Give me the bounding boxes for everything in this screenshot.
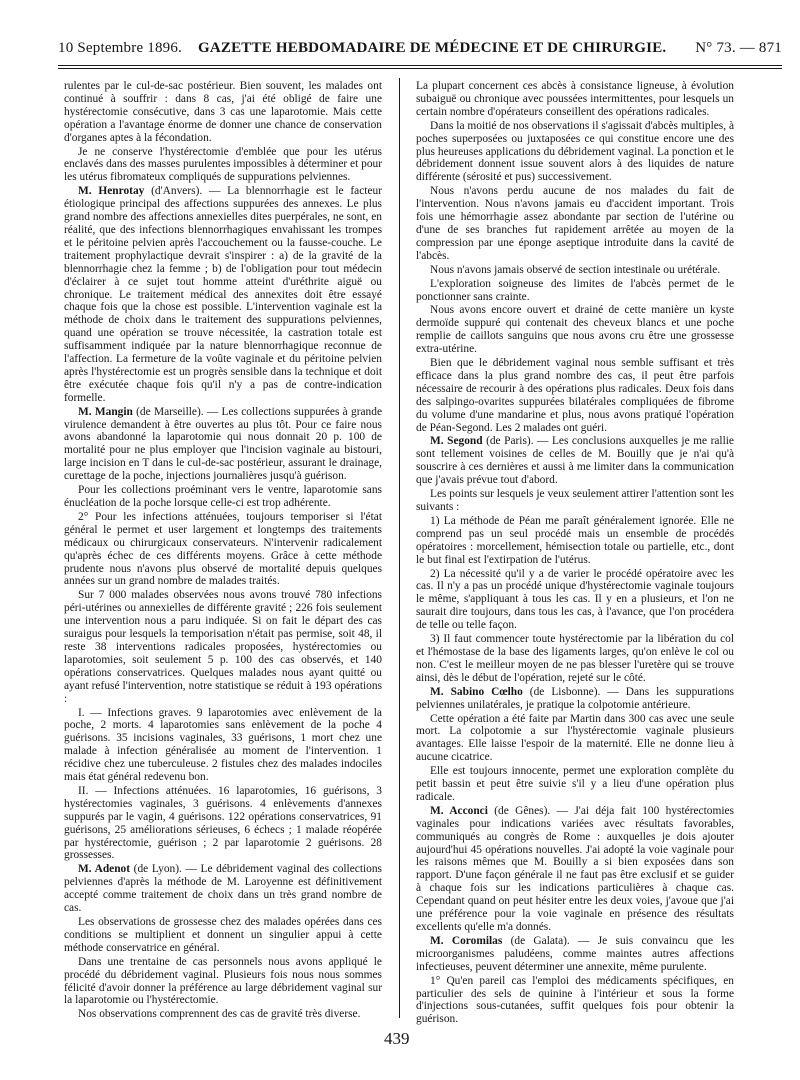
paragraph-text: (de Lisbonne). — Dans les suppurations pelviennes unilatérales, je pratique la colpotomie antérieure. <box>416 685 734 711</box>
paragraph <box>416 185 734 262</box>
speaker-name: M. Henrotay <box>78 185 145 198</box>
paragraph-text: I. — Infections graves. 9 laparotomies avec enlèvement de la poche, 2 morts. 4 laparotomies sans enlèvement de la poche 4 guérisons. 35 incisions vaginales, 33 guérisons, 1 mort chez une malade à infection généralisée au moment de l'intervention. 1 récidive chez une tuberculeuse. 2 fistules chez des malades indociles mais état général redevenu bon. <box>64 706 382 784</box>
paragraph-text: 3) Il faut commencer toute hystérectomie par la libération du col et l'hémostase de la base des ligaments larges, qu'on enlève le col ou non. C'est le meilleur moyen de ne pas blesser l'uretère qui se trouve ainsi, dès le début de l'opération, rejeté sur le côté. <box>416 633 734 684</box>
paragraph <box>416 713 734 765</box>
paragraph-text: 2) La nécessité qu'il y a de varier le procédé opératoire avec les cas. Il n'y a pas un procédé unique d'hystérectomie vaginale toujours le même, s'appliquant à tous les cas. Il y en a plusieurs, et l'on ne saurait dire toujours, dans tous les cas, à l'avance, que l'on procédera de telle ou telle façon. <box>416 567 734 632</box>
paragraph <box>416 488 734 514</box>
speaker-name: M. Adenot <box>78 863 131 876</box>
paragraph <box>416 80 734 119</box>
paragraph <box>416 264 734 277</box>
paragraph <box>416 975 734 1027</box>
issue-number: N° 73. — 871 <box>695 40 782 56</box>
paragraph-text: II. — Infections atténuées. 16 laparotomies, 16 guérisons, 3 hystérectomies vaginales, 3 guérisons. 4 enlèvements d'annexes suppurés par le vagin, 4 guérisons. 122 opérations conservatrices, 91 guérisons, 25 améliorations sérieuses, 6 échecs ; 1 malade réopérée par hystérectomie, guérison ; 2 par laparotomie 2 guérisons. 28 grossesses. <box>64 784 382 862</box>
paragraph-text: 1° Qu'en pareil cas l'emploi des médicaments spécifiques, en particulier des sels de quinine à l'intérieur et sous la forme d'injections sous-cutanées, suffit quelques fois pour obtenir la guérison. <box>416 974 734 1026</box>
paragraph-text: (de Galata). — Je suis convaincu que les microorganismes paludéens, comme maintes autres affections infectieuses, peuvent déterminer une annexite, même purulente. <box>416 934 734 973</box>
right-column <box>416 80 734 1027</box>
paragraph-text: (de Gênes). — J'ai déja fait 100 hystérectomies vaginales pour indications variées avec résultats favorables, communiqués au congrès de Rome : auxquelles je dois ajouter aujourd'hui 45 opérations nouvelles. J'ai adopté la voie vaginale pour les raisons mêmes que M. Bouilly a si bien exposées dans son rapport. D'une façon générale il ne faut pas être exclusif et se guider à chaque fois sur les indications particulières à chaque cas. Cependant quand on peut hésiter entre les deux voies, j'avoue que j'ai une préférence pour la voie vaginale en présence des résultats excellents qu'elle m'a donnés. <box>416 804 734 933</box>
paragraph <box>416 805 734 934</box>
paragraph-text: (de Marseille). — Les collections suppurées à grande virulence demandent à être ouvertes au plus tôt. Pour ce faire nous avons abandonné la laparotomie qui nous donnait 20 p. 100 de mortalité pour ne plus employer que l'incision vaginale au bistouri, large incision en T dans le cul-de-sac postérieur, assurant le drainage, curettage de la poche, injections journalières jusqu'à guérison. <box>64 405 382 483</box>
paragraph <box>416 686 734 712</box>
paragraph <box>64 916 382 955</box>
speaker-name: M. Segond <box>430 435 483 448</box>
paragraph <box>416 633 734 685</box>
paragraph-text: (d'Anvers). — La blennorrhagie est le facteur étiologique principal des affections suppurées des annexes. Le plus grand nombre des affections annexielles dites puerpérales, ne sont, en réalité, que des infections blennorrhagiques envahissant les trompes et le péritoine pelvien après l'accouchement ou la fausse-couche. Le traitement prophylactique devrait s'inspirer : a) de la gravité de la blennorrhagie chez la femme ; b) de l'obligation pour tout médecin d'éclairer à ce sujet tout homme atteint d'uréthrite aiguë ou chronique. Le traitement médical des annexites doit être essayé chaque fois que la chose est possible. L'intervention vaginale est la méthode de choix dans le traitement des suppurations pelviennes, quand une opération se trouve nécessitée, la castration totale est suffisamment indiquée par la nature blennorrhagique reconnue de l'affection. La fermeture de la voûte vaginale et du péritoine pelvien après l'hystérectomie est un progrès sensible dans la technique et doit être exécutée chaque fois qu'il n'y a pas de contre-indication formelle. <box>64 185 382 404</box>
paragraph-text: Cette opération a été faite par Martin dans 300 cas avec une seule mort. La colpotomie a sur l'hystérectomie vaginale plusieurs avantages. Elle laisse l'espoir de la maternité. Elle ne donne lieu à aucune cicatrice. <box>416 712 734 764</box>
paragraph <box>416 935 734 974</box>
paragraph <box>64 707 382 784</box>
left-column <box>64 80 382 1022</box>
page-number: 439 <box>384 1029 410 1048</box>
paragraph <box>64 956 382 1008</box>
header-rule-top <box>58 65 782 66</box>
speaker-name: M. Acconci <box>430 804 488 817</box>
paragraph <box>416 120 734 185</box>
paragraph-text: Bien que le débridement vaginal nous semble suffisant et très efficace dans la plus grand nombre des cas, il peut être parfois nécessaire de recourir à des opérations plus radicales. Deux fois dans des salpingo-ovarites suppurées bilatérales compliquées de fibrome du volume d'une mandarine et plus, nous avons pratiqué l'opération de Péan-Segond. Les 2 malades ont guéri. <box>416 357 734 434</box>
paragraph <box>416 765 734 804</box>
paragraph <box>416 515 734 567</box>
paragraph-text: 1) La méthode de Péan me paraît généralement ignorée. Elle ne comprend pas un seul procédé mais un ensemble de procédés opératoires : morcellement, hémisection totale ou partielle, etc., dont le but final est l'extirpation de l'utérus. <box>416 514 734 566</box>
paragraph <box>64 146 382 185</box>
column-divider <box>399 78 400 1018</box>
paragraph-text: Les observations de grossesse chez des malades opérées dans ces conditions se multiplient et donnent un singulier appui à cette méthode conservatrice en général. <box>64 916 382 954</box>
paragraph-text: Pour les collections proéminant vers le ventre, laparotomie sans énucléation de la poche lorsque celle-ci est trop adhérente. <box>64 484 382 509</box>
paragraph <box>416 304 734 356</box>
paragraph-text: 2° Pour les infections atténuées, toujours temporiser si l'état général le permet et user largement et longtemps des traitements médicaux ou chirurgicaux conservateurs. N'intervenir radicalement qu'après échec de ces différents moyens. Grâce à cette méthode prudente nous n'avons plus observé de mortalité depuis quelques années sur un grand nombre de malades traités. <box>64 510 382 588</box>
paragraph-text: Je ne conserve l'hystérectomie d'emblée que pour les utérus enclavés dans des masses purulentes impossibles à déterminer et pour les utérus fibromateux compliqués de suppurations pelviennes. <box>64 145 382 184</box>
header-date: 10 Septembre 1896. <box>58 40 182 56</box>
paragraph-text: rulentes par le cul-de-sac postérieur. Bien souvent, les malades ont continué à souffrir : dans 8 cas, j'ai été obligé de faire une hystérectomie consécutive, dans 3 cas une laparotomie. Mais cette opération a l'avantage énorme de donner une chance de conservation d'organes aptes à la fécondation. <box>64 80 382 144</box>
running-header <box>58 38 782 60</box>
journal-title: GAZETTE HEBDOMADAIRE DE MÉDECINE ET DE CHIRURGIE. <box>198 40 667 56</box>
paragraph-text: (de Lyon). — Le débridement vaginal des collections pelviennes d'après la méthode de M. Laroyenne est définitivement accepté comme traitement de choix dans un très grand nombre de cas. <box>64 863 382 915</box>
paragraph <box>64 511 382 588</box>
paragraph <box>64 1008 382 1021</box>
paragraph <box>64 406 382 483</box>
paragraph <box>416 278 734 304</box>
paragraph-text: Nous n'avons perdu aucune de nos malades du fait de l'intervention. Nous n'avons jamais eu d'accident important. Trois fois une hémorrhagie assez abondante par section de l'utérine ou d'une de ses branches fut rapidement arrêtée au moyen de la compression par une éponge aseptique introduite dans la cavité de l'abcès. <box>416 185 734 262</box>
speaker-name: M. Mangin <box>78 405 133 418</box>
paragraph <box>64 185 382 404</box>
paragraph-text: Nous n'avons jamais observé de section intestinale ou urétérale. <box>430 263 721 276</box>
speaker-name: M. Sabino Cœlho <box>430 685 523 698</box>
paragraph-text: Les points sur lesquels je veux seulement attirer l'attention sont les suivants : <box>416 488 734 513</box>
paragraph <box>64 589 382 705</box>
header-rule-bottom <box>58 68 782 69</box>
paragraph <box>64 785 382 862</box>
paragraph-text: Sur 7 000 malades observées nous avons trouvé 780 infections péri-utérines ou annexielles de différente gravité ; 226 fois seulement une intervention nous a paru indiquée. Si on fait le départ des cas suraigus pour lesquels la temporisation n'était pas permise, soit 48, il reste 38 interventions radicales proposées, hystérectomies ou laparotomies, soit seulement 5 p. 100 des cas observés, et 140 opérations conservatrices. Quelques malades nous ayant quitté ou ayant refusé l'intervention, notre statistique se réduit à 193 opérations : <box>64 589 382 705</box>
paragraph-text: Dans la moitié de nos observations il s'agissait d'abcès multiples, à poches superposées ou juxtaposées ce qui constitue encore une des plus heureuses applications du débridement vaginal. La ponction et le débridement donnent issue souvent alors à des liquides de nature différente (sérosité et pus) successivement. <box>416 119 734 184</box>
paragraph-text: Nous avons encore ouvert et drainé de cette manière un kyste dermoïde suppuré qui contenait des cheveux blancs et une poche remplie de caillots sanguins que nous avons cru être une grossesse extra-utérine. <box>416 304 734 356</box>
paragraph <box>416 435 734 487</box>
paragraph-text: La plupart concernent ces abcès à consistance ligneuse, à évolution subaiguë ou chronique avec poussées intermittentes, pour lesquels un certain nombre d'opérateurs conseillent des opérations radicales. <box>416 80 734 118</box>
paragraph <box>64 863 382 915</box>
paragraph-text: Nos observations comprennent des cas de gravité très diverse. <box>78 1008 361 1021</box>
paragraph <box>64 80 382 145</box>
paragraph <box>64 484 382 510</box>
paragraph-text: L'exploration soigneuse des limites de l'abcès permet de le ponctionner sans crainte. <box>416 277 734 303</box>
paragraph <box>416 568 734 633</box>
paragraph-text: Dans une trentaine de cas personnels nous avons appliqué le procédé du débridement vaginal. Plusieurs fois nous nous sommes félicité d'avoir donner la préférence au large débridement vaginal sur la laparotomie ou l'hystérectomie. <box>64 955 382 1007</box>
paragraph <box>416 357 734 434</box>
paragraph-text: (de Paris). — Les conclusions auxquelles je me rallie sont tellement voisines de celles de M. Bouilly que je n'ai qu'à souscrire à ces dernières et aussi à me limiter dans la communication que j'avais prévue tout d'abord. <box>416 435 734 487</box>
paragraph-text: Elle est toujours innocente, permet une exploration complète du petit bassin et peut être suivie s'il y a lieu d'une opération plus radicale. <box>416 765 734 803</box>
speaker-name: M. Coromilas <box>430 934 503 947</box>
